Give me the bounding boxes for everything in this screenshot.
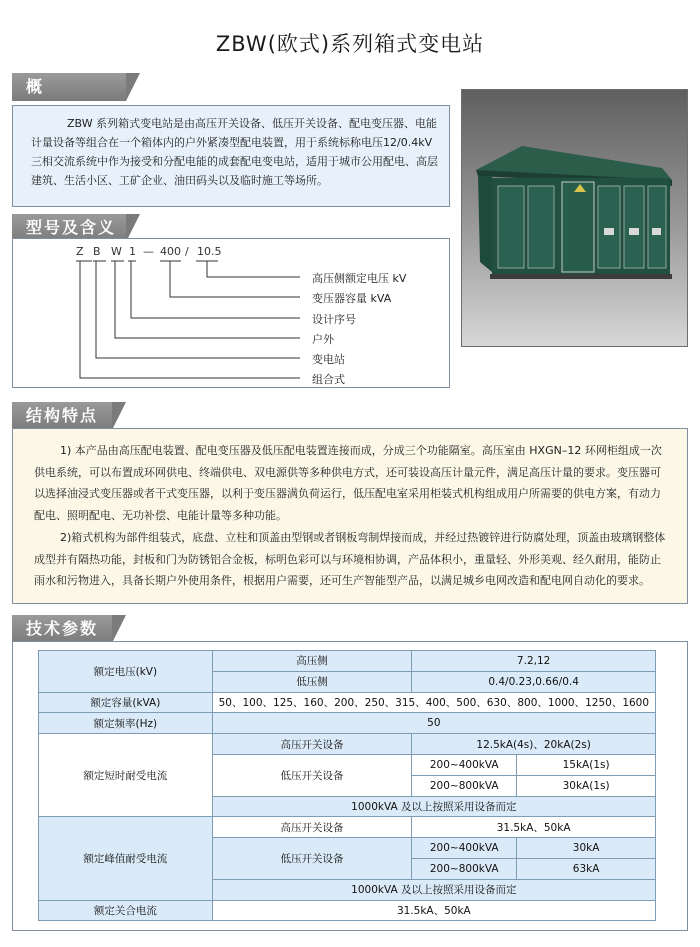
meaning-combined: 组合式 [312, 373, 345, 386]
rated-frequency-value: 50 [212, 713, 655, 734]
lv-side-label: 低压侧 [212, 671, 412, 692]
hv-side-label: 高压侧 [212, 651, 412, 672]
peak-lv-value-2: 63kA [517, 858, 656, 879]
short-time-label: 额定短时耐受电流 [39, 734, 213, 817]
model-box [12, 238, 450, 388]
product-photo [461, 89, 688, 347]
peak-lv-range-1: 200~400kVA [412, 838, 517, 859]
peak-lv-value-1: 30kA [517, 838, 656, 859]
code-400: 400 [160, 245, 181, 258]
specs-heading [12, 615, 112, 643]
features-heading-text: 结构特点 [26, 406, 99, 425]
short-time-lv-value-1: 15kA(1s) [517, 754, 656, 775]
meaning-capacity: 变压器容量 kVA [312, 292, 392, 305]
short-time-lv-range-1: 200~400kVA [412, 754, 517, 775]
short-time-lv-range-2: 200~800kVA [412, 775, 517, 796]
features-heading [12, 402, 112, 430]
rated-voltage-label: 额定电压(kV) [39, 651, 213, 693]
overview-text: ZBW 系列箱式变电站是由高压开关设备、低压开关设备、配电变压器、电能计量设备等组合在一个箱体内的户外紧凑型配电装置，用于系统标称电压12/0.4kV 三相交流系统中作为接受和分配电能的成套配电变电站，适用于城市公用配电、高层建筑、生活小区、工矿企业、油田码头以及临时施工等场所。 [31, 117, 438, 187]
code-dash: — [143, 245, 154, 258]
peak-lv-range-2: 200~800kVA [412, 858, 517, 879]
meaning-substation: 变电站 [312, 353, 345, 366]
short-time-lv-value-2: 30kA(1s) [517, 775, 656, 796]
overview-heading-text: 概 [26, 77, 65, 96]
specs-table [38, 650, 656, 921]
code-slash: / [185, 245, 189, 258]
substation-image [462, 90, 688, 347]
model-heading-text: 型号及含义 [26, 218, 117, 237]
meaning-outdoor: 户外 [312, 333, 334, 346]
short-time-note: 1000kVA 及以上按照采用设备而定 [212, 796, 655, 817]
features-paragraph-1: 1) 本产品由高压配电装置、配电变压器及低压配电装置连接而成，分成三个功能隔室。高压室由 HXGN–12 环网柜组成一次供电系统，可以布置成环网供电、终端供电、双电源供等多种供电方式，还可装设高压计量元件，满足高压计量的要求。变压器可以选择油浸式变压器或者干式变压器，以利于变压器满负荷运行，低压配电室采用柜装式机构组成用户所需要的供电方案，有动力配电、照明配电、无功补偿、电能计量等多种功能。 [34, 444, 662, 522]
short-time-hv-value: 12.5kA(4s)、20kA(2s) [412, 734, 656, 755]
page-title: ZBW(欧式)系列箱式变电站 [215, 32, 485, 56]
meaning-voltage: 高压侧额定电压 kV [312, 272, 407, 285]
code-z: Z [76, 245, 84, 258]
peak-lv-label: 低压开关设备 [212, 838, 412, 880]
features-paragraph-2: 2)箱式机构为部件组装式，底盘、立柱和顶盖由型钢或者钢板弯制焊接而成，并经过热镀锌进行防腐处理，顶盖由玻璃钢整体成型并有隔热功能，封板和门为防锈铝合金板，标明色彩可以与环境相协调，产品体积小，重量轻、外形美观、经久耐用，能防止雨水和污物进入，具备长期户外使用条件，根据用户需要，还可生产智能型产品，以满足城乡电网改造和配电网自动化的要求。 [34, 531, 666, 587]
closing-current-label: 额定关合电流 [39, 900, 213, 921]
meaning-design-serial: 设计序号 [312, 313, 356, 326]
lv-side-value: 0.4/0.23,0.66/0.4 [412, 671, 656, 692]
table-row [39, 734, 656, 755]
table-row [39, 692, 656, 713]
code-w: W [111, 245, 122, 258]
peak-hv-value: 31.5kA、50kA [412, 817, 656, 838]
overview-box [12, 105, 450, 207]
code-10-5: 10.5 [197, 245, 222, 258]
peak-hv-label: 高压开关设备 [212, 817, 412, 838]
table-row [39, 817, 656, 838]
table-row [39, 651, 656, 672]
rated-capacity-value: 50、100、125、160、200、250、315、400、500、630、800、1000、1250、1600 [212, 692, 655, 713]
table-row [39, 713, 656, 734]
closing-current-value: 31.5kA、50kA [212, 900, 655, 921]
code-1: 1 [129, 245, 136, 258]
peak-note: 1000kVA 及以上按照采用设备而定 [212, 879, 655, 900]
overview-heading [12, 73, 126, 101]
specs-heading-text: 技术参数 [26, 619, 99, 638]
code-b: B [93, 245, 101, 258]
short-time-hv-label: 高压开关设备 [212, 734, 412, 755]
table-row [39, 900, 656, 921]
rated-capacity-label: 额定容量(kVA) [39, 692, 213, 713]
peak-label: 额定峰值耐受电流 [39, 817, 213, 900]
rated-frequency-label: 额定频率(Hz) [39, 713, 213, 734]
short-time-lv-label: 低压开关设备 [212, 754, 412, 796]
hv-side-value: 7.2,12 [412, 651, 656, 672]
